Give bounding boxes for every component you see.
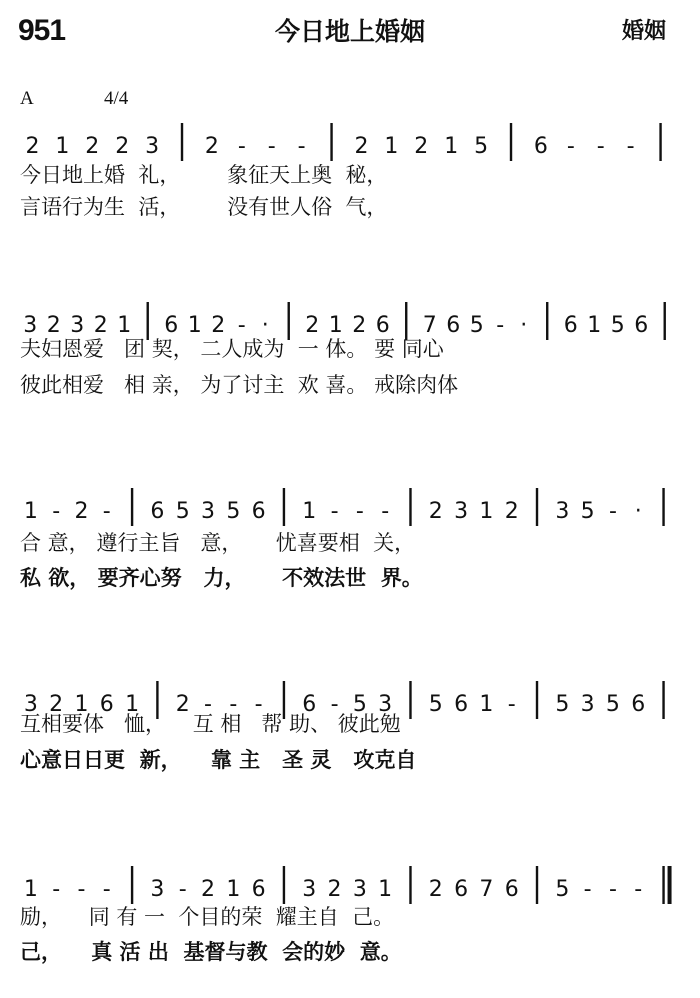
note: 1 [479, 692, 494, 717]
dash-note: - [237, 313, 246, 338]
note: 2 [354, 134, 369, 159]
note: 3 [70, 313, 85, 338]
note: 2 [352, 313, 367, 338]
note: 3 [378, 692, 393, 717]
note: 2 [211, 313, 226, 338]
note: 1 [378, 877, 393, 902]
dash-note: - [102, 499, 111, 524]
dash-note: - [608, 499, 617, 524]
dash-note: - [267, 134, 276, 159]
note: 1 [587, 313, 602, 338]
note: 5 [555, 692, 570, 717]
note: 3 [145, 134, 160, 159]
note: 3 [555, 499, 570, 524]
hymn-category: 婚姻 [621, 19, 666, 44]
lyric-line-2-2: 彼此相爱 相 亲， 为了讨主 欢 喜。 戒除肉体 [20, 373, 459, 397]
note: 3 [580, 692, 595, 717]
note: 2 [46, 313, 61, 338]
dash-note: - [204, 692, 212, 717]
note: 6 [99, 692, 114, 717]
dash-note: - [507, 692, 516, 717]
dot-note: · [520, 313, 528, 338]
note: 1 [125, 692, 140, 717]
note: 5 [474, 134, 489, 159]
note: 3 [201, 499, 216, 524]
note: 1 [23, 877, 38, 902]
note: 6 [504, 877, 519, 902]
note: 7 [422, 313, 437, 338]
lyric-line-5-1: 励， 同 有 一 个目的荣 耀主自 己。 [20, 905, 395, 929]
note: 2 [201, 877, 216, 902]
dash-note: - [330, 499, 339, 524]
note: 1 [55, 134, 70, 159]
note: 2 [85, 134, 100, 159]
dash-note: - [178, 877, 187, 902]
note: 1 [479, 499, 494, 524]
dash-note: - [583, 877, 592, 902]
note: 2 [504, 499, 519, 524]
note: 2 [428, 877, 443, 902]
dash-note: - [566, 134, 575, 159]
note: 5 [428, 692, 443, 717]
note: 5 [226, 499, 241, 524]
dot-note: · [261, 313, 269, 338]
note: 1 [226, 877, 241, 902]
note: 2 [428, 499, 443, 524]
note: 5 [352, 692, 367, 717]
lyric-line-1-1: 今日地上婚 礼， 象征天上奥 秘， [20, 163, 388, 187]
note: 2 [25, 134, 40, 159]
dash-note: - [496, 313, 505, 338]
note: 3 [302, 877, 317, 902]
note: 1 [187, 313, 202, 338]
note: 5 [555, 877, 570, 902]
note: 5 [580, 499, 595, 524]
note: 2 [305, 313, 320, 338]
note: 6 [302, 692, 317, 717]
note: 7 [479, 877, 494, 902]
note: 6 [251, 877, 266, 902]
note: 2 [327, 877, 342, 902]
system-3 [24, 488, 664, 526]
time-signature: 4/4 [104, 88, 129, 109]
note: 1 [444, 134, 459, 159]
dash-note: - [626, 134, 635, 159]
note: 6 [251, 499, 266, 524]
dash-note: - [77, 877, 86, 902]
note: 6 [375, 313, 390, 338]
note: 2 [414, 134, 429, 159]
note: 2 [204, 134, 219, 159]
dash-note: - [355, 499, 364, 524]
hymn-number: 951 [18, 14, 66, 47]
note: 5 [175, 499, 190, 524]
lyric-line-4-1: 互相要体 恤， 互 相 帮 助、 彼此勉 [20, 712, 401, 736]
note: 2 [175, 692, 190, 717]
lyric-line-3-1: 合 意， 遵行主旨 意， 忧喜要相 关， [20, 531, 416, 555]
note: 1 [117, 313, 132, 338]
note: 1 [74, 692, 89, 717]
hymn-title: 今日地上婚姻 [274, 17, 425, 46]
note: 2 [74, 499, 89, 524]
system-5 [24, 866, 670, 904]
note: 6 [454, 692, 469, 717]
dash-note: - [52, 499, 61, 524]
dash-note: - [102, 877, 111, 902]
note: 1 [302, 499, 317, 524]
key-signature: A [20, 88, 34, 109]
dash-note: - [237, 134, 246, 159]
note: 1 [23, 499, 38, 524]
note: 5 [605, 692, 620, 717]
dash-note: - [634, 877, 643, 902]
dash-note: - [52, 877, 61, 902]
note: 1 [328, 313, 343, 338]
dash-note: - [254, 692, 263, 717]
note: 6 [164, 313, 179, 338]
lyric-line-4-2: 心意日日更 新， 靠 主 圣 灵 攻克自 [20, 748, 417, 772]
note: 3 [150, 877, 165, 902]
lyric-line-5-2: 己， 真 活 出 基督与教 会的妙 意。 [20, 940, 402, 964]
note: 3 [352, 877, 367, 902]
dash-note: - [381, 499, 390, 524]
note: 6 [631, 692, 646, 717]
dot-note: · [634, 499, 642, 524]
note: 6 [446, 313, 461, 338]
note: 2 [115, 134, 130, 159]
dash-note: - [596, 134, 605, 159]
lyric-line-1-2: 言语行为生 活， 没有世人俗 气， [20, 195, 388, 219]
note: 6 [454, 877, 469, 902]
note: 3 [23, 313, 38, 338]
lyric-line-3-2: 私 欲， 要齐心努 力， 不效法世 界。 [20, 566, 423, 590]
note: 6 [634, 313, 649, 338]
note: 2 [49, 692, 64, 717]
note: 5 [610, 313, 625, 338]
note: 6 [150, 499, 165, 524]
note: 5 [469, 313, 484, 338]
dash-note: - [229, 692, 238, 717]
system-1 [25, 123, 660, 161]
dash-note: - [297, 134, 306, 159]
lyric-line-2-1: 夫妇恩爱 团 契， 二人成为 一 体。 要 同心 [20, 337, 444, 361]
note: 2 [93, 313, 108, 338]
note: 3 [23, 692, 38, 717]
note: 6 [533, 134, 548, 159]
note: 1 [384, 134, 399, 159]
dash-note: - [608, 877, 617, 902]
note: 3 [454, 499, 469, 524]
note: 6 [563, 313, 578, 338]
dash-note: - [330, 692, 339, 717]
